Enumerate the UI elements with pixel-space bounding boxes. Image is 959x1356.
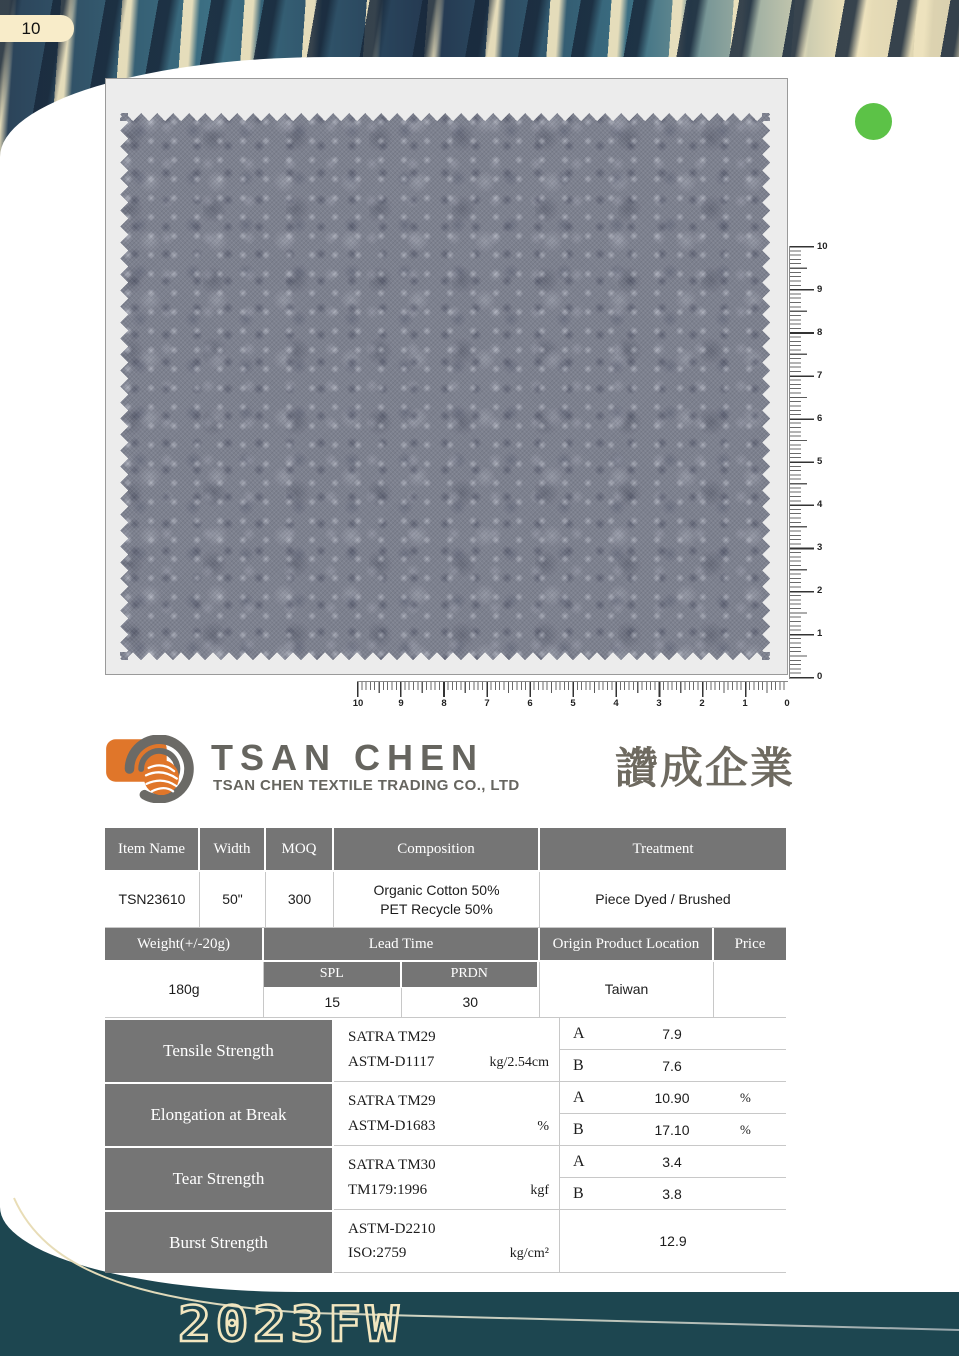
test-method-cell bbox=[334, 1082, 560, 1146]
result-row bbox=[560, 1146, 786, 1178]
spec-table bbox=[105, 828, 786, 1273]
test-method-2: TM179:1996 bbox=[348, 1182, 428, 1198]
weight-value: 180g bbox=[105, 962, 264, 1018]
test-method-cell bbox=[334, 1146, 560, 1210]
spec-header-row-1 bbox=[105, 828, 786, 872]
lead-time-grid bbox=[264, 962, 539, 1017]
test-results bbox=[560, 1146, 786, 1210]
green-status-dot bbox=[855, 103, 892, 140]
treatment-value: Piece Dyed / Brushed bbox=[540, 872, 786, 928]
fabric-swatch-panel bbox=[105, 78, 788, 675]
result-value: 17.10 bbox=[654, 1121, 690, 1138]
col-header-width: Width bbox=[200, 828, 266, 872]
test-method-2: ISO:2759 bbox=[348, 1245, 407, 1262]
result-key: A bbox=[573, 1088, 585, 1106]
composition-line-2: PET Recycle 50% bbox=[380, 900, 493, 917]
v-ruler-label: 8 bbox=[817, 326, 823, 338]
page-number: 10 bbox=[21, 18, 41, 38]
item-name-value: TSN23610 bbox=[105, 872, 200, 928]
company-logo-block bbox=[105, 735, 795, 805]
result-row bbox=[560, 1178, 786, 1210]
spec-header-row-2 bbox=[105, 928, 786, 962]
v-ruler-label: 1 bbox=[817, 627, 823, 639]
col-header-origin: Origin Product Location bbox=[540, 928, 714, 962]
test-name: Tear Strength bbox=[105, 1146, 334, 1210]
company-name: TSAN CHEN bbox=[211, 737, 485, 778]
h-ruler-label: 5 bbox=[570, 698, 576, 709]
h-ruler-label: 0 bbox=[784, 698, 790, 709]
fabric-swatch bbox=[120, 113, 770, 660]
test-method-1: SATRA TM29 bbox=[348, 1093, 436, 1109]
v-ruler-label: 3 bbox=[817, 541, 823, 553]
test-unit: % bbox=[537, 1119, 549, 1134]
result-unit: % bbox=[740, 1089, 751, 1105]
test-row-tear bbox=[105, 1146, 786, 1210]
h-ruler-label: 6 bbox=[527, 698, 533, 709]
price-value bbox=[714, 962, 786, 1018]
result-value: 7.9 bbox=[662, 1025, 682, 1042]
test-results bbox=[560, 1018, 786, 1082]
test-unit: kgf bbox=[530, 1183, 549, 1198]
moq-value: 300 bbox=[266, 872, 334, 928]
result-row bbox=[560, 1114, 786, 1146]
test-row-tensile bbox=[105, 1018, 786, 1082]
result-value: 3.4 bbox=[662, 1153, 682, 1170]
width-value: 50" bbox=[200, 872, 266, 928]
col-header-weight: Weight(+/-20g) bbox=[105, 928, 264, 962]
test-method-line-2 bbox=[348, 1245, 549, 1262]
v-ruler-label: 10 bbox=[817, 240, 828, 252]
test-name: Burst Strength bbox=[105, 1210, 334, 1273]
result-value: 3.8 bbox=[662, 1185, 682, 1202]
result-key: B bbox=[573, 1184, 584, 1202]
result-value: 7.6 bbox=[662, 1057, 682, 1074]
prdn-header: PRDN bbox=[402, 962, 540, 988]
lead-time-cell bbox=[264, 962, 540, 1018]
result-row bbox=[560, 1050, 786, 1082]
test-method-2: ASTM-D1683 bbox=[348, 1118, 436, 1134]
col-header-treatment: Treatment bbox=[540, 828, 786, 872]
v-ruler-label: 0 bbox=[817, 670, 823, 682]
v-ruler-label: 7 bbox=[817, 369, 823, 381]
test-method-1: ASTM-D2210 bbox=[348, 1220, 436, 1237]
spec-value-row-2 bbox=[105, 962, 786, 1018]
h-ruler-label: 3 bbox=[656, 698, 662, 709]
composition-value bbox=[334, 872, 540, 928]
col-header-price: Price bbox=[714, 928, 786, 962]
prdn-value: 30 bbox=[402, 988, 540, 1017]
tsan-chen-logo-icon bbox=[105, 735, 205, 803]
test-method-line-2 bbox=[348, 1054, 549, 1071]
h-ruler-label: 7 bbox=[484, 698, 490, 709]
v-ruler-label: 5 bbox=[817, 455, 823, 467]
result-key: A bbox=[573, 1024, 585, 1042]
h-ruler-label: 2 bbox=[699, 698, 705, 709]
h-ruler-label: 1 bbox=[742, 698, 748, 709]
result-key: B bbox=[573, 1120, 584, 1138]
col-header-composition: Composition bbox=[334, 828, 540, 872]
test-row-elongation bbox=[105, 1082, 786, 1146]
test-unit: kg/2.54cm bbox=[489, 1055, 549, 1070]
horizontal-ruler bbox=[352, 681, 790, 710]
col-header-moq: MOQ bbox=[266, 828, 334, 872]
result-key: B bbox=[573, 1056, 584, 1074]
result-value: 10.90 bbox=[654, 1089, 690, 1106]
company-chinese-name: 讚成企業 bbox=[615, 745, 795, 793]
h-ruler-label: 8 bbox=[441, 698, 447, 709]
h-ruler-label: 10 bbox=[352, 698, 364, 709]
origin-value: Taiwan bbox=[540, 962, 714, 1018]
page-number-badge bbox=[0, 15, 74, 42]
test-method-2: ASTM-D1117 bbox=[348, 1054, 435, 1070]
ruler-ticks-major bbox=[357, 682, 788, 697]
test-method-line-2 bbox=[348, 1118, 549, 1135]
v-ruler-label: 9 bbox=[817, 283, 823, 295]
test-row-burst bbox=[105, 1210, 786, 1273]
ruler-ticks-major bbox=[790, 246, 814, 679]
col-header-item-name: Item Name bbox=[105, 828, 200, 872]
spl-value: 15 bbox=[264, 988, 402, 1017]
result-row bbox=[560, 1018, 786, 1050]
vertical-ruler bbox=[789, 240, 836, 682]
test-single-result: 12.9 bbox=[560, 1210, 786, 1273]
v-ruler-label: 4 bbox=[817, 498, 823, 510]
test-name: Elongation at Break bbox=[105, 1082, 334, 1146]
v-ruler-label: 2 bbox=[817, 584, 823, 596]
result-unit: % bbox=[740, 1121, 751, 1137]
h-ruler-label: 9 bbox=[398, 698, 404, 709]
test-name: Tensile Strength bbox=[105, 1018, 334, 1082]
col-header-lead-time: Lead Time bbox=[264, 928, 540, 962]
test-method-line-2 bbox=[348, 1182, 549, 1199]
test-method-cell bbox=[334, 1018, 560, 1082]
test-results bbox=[560, 1082, 786, 1146]
result-key: A bbox=[573, 1152, 585, 1170]
test-method-1: SATRA TM29 bbox=[348, 1029, 436, 1045]
test-unit: kg/cm² bbox=[509, 1246, 549, 1262]
composition-line-1: Organic Cotton 50% bbox=[373, 881, 500, 898]
spl-header: SPL bbox=[264, 962, 402, 988]
v-ruler-label: 6 bbox=[817, 412, 823, 424]
company-subtitle: TSAN CHEN TEXTILE TRADING CO., LTD bbox=[213, 777, 520, 794]
test-method-cell bbox=[334, 1210, 560, 1273]
season-logo: 2023FW bbox=[178, 1296, 404, 1353]
h-ruler-label: 4 bbox=[613, 698, 619, 709]
test-method-1: SATRA TM30 bbox=[348, 1157, 436, 1173]
spec-value-row-1 bbox=[105, 872, 786, 928]
result-row bbox=[560, 1082, 786, 1114]
